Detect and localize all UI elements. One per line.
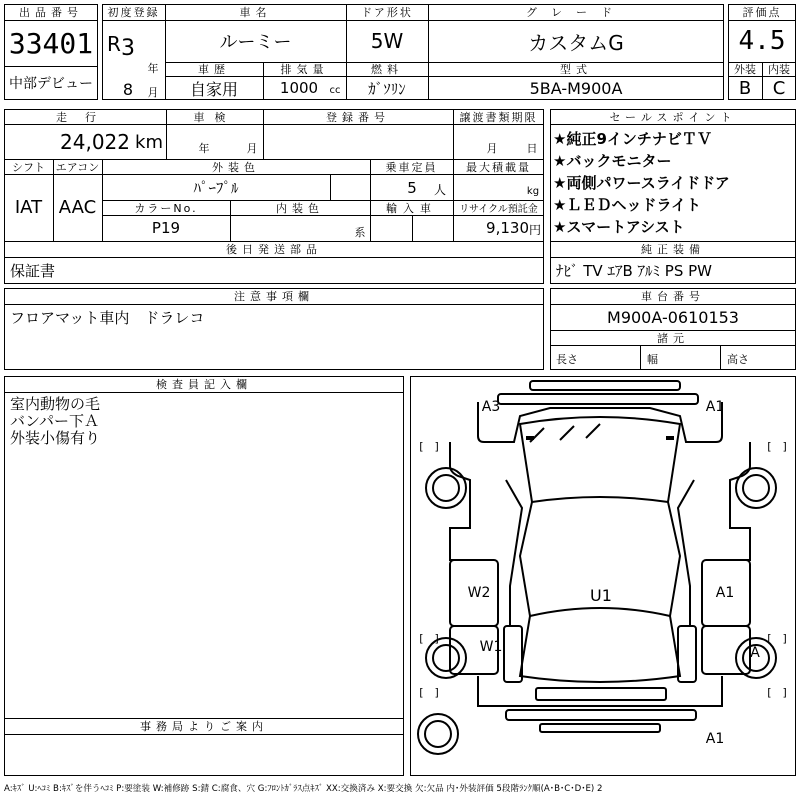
color: ﾊﾟｰﾌﾟﾙ: [193, 178, 239, 197]
equip: ﾅﾋﾞ TV ｴｱB ｱﾙﾐ PS PW: [556, 262, 712, 280]
damage-mark-w2: W2: [467, 585, 491, 601]
history: 自家用: [189, 79, 238, 99]
inspector-line: 室内動物の毛: [10, 395, 101, 413]
sales-points: [553, 128, 730, 238]
intcolor-unit: 系: [354, 226, 366, 239]
history-label: 車歴: [198, 63, 230, 76]
chassis-label: 車台番号: [641, 290, 705, 303]
load-label: 最大積載量: [466, 160, 531, 174]
reg-month: 8: [122, 79, 134, 99]
bracket-right-mid: [ ]: [767, 632, 787, 645]
intcolor-label: 内装色: [276, 201, 324, 215]
notes-label: 注意事項欄: [234, 290, 314, 303]
colorno: P19: [151, 219, 181, 237]
displacement: 1000: [279, 79, 319, 97]
legend: A:ｷｽﾞ U:ﾍｺﾐ B:ｷｽﾞを伴うﾍｺﾐ P:要塗装 W:補修跡 S:錆 C:腐食、穴 G:ﾌﾛﾝﾄｶﾞﾗｽ点ｷｽﾞ XX:交換済み X:要交換 欠:欠品 内･外装評価 5段階ﾗﾝｸ順(A･B･C･D･E) 2: [4, 784, 603, 794]
shift-label: シフト: [12, 160, 45, 174]
recycle-unit: 円: [528, 222, 541, 237]
width-label: 幅: [647, 353, 658, 366]
sales-point: ★スマートアシスト: [553, 218, 685, 236]
int-grade: C: [772, 77, 786, 99]
fuel: ｶﾞｿﾘﾝ: [368, 79, 406, 98]
spec-label: 諸元: [657, 331, 689, 345]
mileage-unit: km: [135, 131, 163, 153]
sales-point: ★純正9インチナビＴＶ: [553, 130, 712, 148]
inspect-year: 年: [198, 142, 210, 155]
mileage: 24,022: [60, 130, 130, 154]
reg-year: 3: [121, 35, 135, 61]
bracket-right-low: [ ]: [767, 686, 787, 699]
later-label: 後日発送部品: [226, 243, 322, 256]
capacity: 5: [407, 179, 417, 197]
grade: カスタムG: [528, 30, 624, 55]
car-name: ルーミー: [219, 32, 292, 53]
load-unit: kg: [526, 185, 540, 197]
damage-mark-w1: W1: [479, 639, 503, 655]
inspect-month: 月: [246, 142, 258, 155]
model-code: 5BA-M900A: [529, 78, 623, 98]
model-label: 型式: [560, 63, 592, 76]
inspect-label: 車検: [193, 110, 236, 124]
sales-label: セールスポイント: [609, 110, 737, 124]
transfer-day: 日: [526, 142, 538, 155]
ext-grade: B: [738, 77, 752, 99]
inspector-line: バンパー下Ａ: [10, 412, 99, 430]
recycle-label: リサイクル預託金: [459, 204, 538, 215]
equip-label: 純正装備: [641, 243, 705, 256]
bracket-left-mid: [ ]: [419, 632, 439, 645]
color-label: 外装色: [212, 160, 260, 174]
bracket-left-low: [ ]: [419, 686, 439, 699]
reg-label: 初度登録: [107, 6, 160, 19]
disp-label: 排気量: [280, 63, 329, 76]
colorno-label: カラーNo.: [134, 201, 198, 215]
year-unit: 年: [147, 62, 159, 75]
damage-mark-a1-rear: A1: [705, 731, 725, 747]
recycle: 9,130: [486, 219, 529, 237]
later-parts: 保証書: [10, 262, 56, 280]
bracket-left-top: [ ]: [419, 440, 439, 453]
int-label: 内装: [768, 63, 790, 76]
ac: AAC: [58, 197, 97, 218]
name-label: 車名: [239, 6, 272, 19]
cap-unit: 人: [433, 182, 446, 197]
grade-label: グレード: [526, 6, 626, 19]
import-label: 輸入車: [386, 201, 437, 215]
era: R: [107, 32, 121, 56]
inspector-line: 外装小傷有り: [10, 429, 101, 447]
bracket-right-top: [ ]: [767, 440, 787, 453]
score-label: 評価点: [742, 6, 782, 19]
shift: IAT: [14, 197, 43, 218]
damage-mark-u1: U1: [590, 585, 612, 605]
office-label: 事務局よりご案内: [140, 720, 268, 733]
damage-mark-a: A: [750, 645, 760, 661]
cap-label: 乗車定員: [385, 160, 438, 174]
disp-unit: cc: [329, 84, 341, 96]
door-type: 5W: [370, 29, 404, 53]
month-unit: 月: [147, 86, 159, 99]
venue: 中部デビュー: [9, 76, 93, 92]
lot-label: 出品番号: [19, 6, 83, 19]
sales-point: ★バックモニター: [553, 152, 672, 170]
notes-text: フロアマット車内 ドラレコ: [10, 309, 205, 327]
fuel-label: 燃料: [371, 63, 403, 76]
damage-mark-a1-side: A1: [715, 585, 735, 601]
transfer-label: 譲渡書類期限: [459, 110, 538, 124]
mileage-label: 走行: [56, 110, 114, 124]
score: 4.5: [738, 26, 786, 56]
inspector-label: 検査員記入欄: [156, 378, 252, 391]
sales-point: ★両側パワースライドドア: [553, 174, 730, 192]
lot-number: 33401: [8, 26, 94, 60]
car-diagram: [410, 376, 796, 776]
chassis-number: M900A-0610153: [607, 307, 739, 327]
transfer-month: 月: [486, 142, 498, 155]
regno-label: 登録番号: [326, 110, 390, 124]
damage-mark-a3: A3: [481, 399, 501, 415]
door-label: ドア形状: [361, 6, 413, 19]
ext-label: 外装: [734, 63, 756, 76]
height-label: 高さ: [727, 353, 749, 366]
damage-mark-a1-front: A1: [705, 399, 725, 415]
length-label: 長さ: [556, 353, 578, 366]
inspector-notes: [10, 396, 100, 447]
ac-label: エアコン: [55, 160, 100, 174]
sales-point: ★ＬＥＤヘッドライト: [553, 196, 701, 214]
